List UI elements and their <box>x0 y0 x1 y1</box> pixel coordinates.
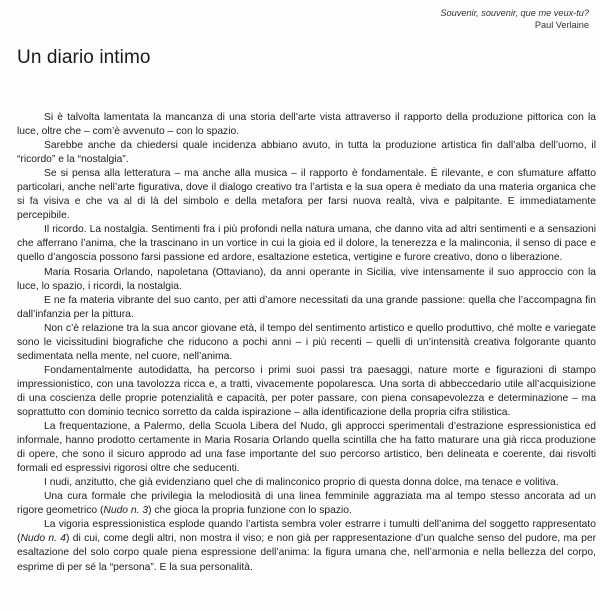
epigraph-author: Paul Verlaine <box>534 20 589 30</box>
paragraph <box>17 111 596 139</box>
paragraph-text: Fondamentalmente autodidatta, ha percorso i primi suoi passi tra paesaggi, nature morte e figurazioni di stampo impressionistico, con una tavolozza ricca e, a tratti, vivacemente popolaresca. Una sorta di abbeccedario utile all’acquisizione di una coscienza delle proprie potenzialità e capacità, per poter passare, con piena consapevolezza e determinazione – ma soprattutto con dominio tecnico sorretto da calda ispirazione – alla identificazione della propria cifra stilistica. <box>17 364 596 418</box>
paragraph-text: Una cura formale che privilegia la melodiosità di una linea femminile aggraziata ma al tempo stesso ancorata ad un rigore geometrico ( <box>17 491 596 517</box>
paragraph <box>17 322 596 364</box>
paragraph-text: Se si pensa alla letteratura – ma anche alla musica – il rapporto è fondamentale. È rilevante, e con sfumature affatto particolari, anche nell’arte figurativa, dove il dialogo creativo tra l’artista e la sua opera è mediato da una materia organica che si fa visiva e che va al di là del simbolo e della metafora per farsi nuova realtà, viva e palpitante. E immediatamente percepibile. <box>17 168 596 222</box>
paragraph <box>17 476 596 490</box>
paragraph <box>17 420 596 476</box>
paragraph-text: La frequentazione, a Palermo, della Scuola Libera del Nudo, gli approcci sperimentali d’estrazione espressionistica ed informale, hanno prodotto certamente in Maria Rosaria Orlando quella scintilla che ha fatto maturare una già ricca produzione di opere, che sono il sicuro approdo ad una fase importante del suo percorso artistico, ben delineata e coerente, dai risvolti formali ed espressivi rigorosi oltre che seducenti. <box>17 421 596 475</box>
paragraph-text: E ne fa materia vibrante del suo canto, per atti d’amore necessitati da una grande passione: quella che l’accompagna fin dall’infanzia per la pittura. <box>17 294 596 320</box>
paragraph-text: ) che gioca la propria funzione con lo spazio. <box>148 505 352 517</box>
page-title: Un diario intimo <box>17 47 151 68</box>
paragraph <box>17 364 596 420</box>
paragraph-text: Il ricordo. La nostalgia. Sentimenti fra i più profondi nella natura umana, che danno vita ad altri sentimenti e a sensazioni che afferrano l’anima, che la trascinano in un vortice in cui la gioia ed il dolore, la tenerezza e la malinconia, il senso di pace e quello d’angoscia possono farsi passione ed ardore, esaltazione estetica, vertigine e furore creativo, dono o liberazione. <box>17 224 596 264</box>
paragraph-text: Non c’è relazione tra la sua ancor giovane età, il tempo del sentimento artistico e quello produttivo, ché molte e variegate sono le vicissitudini biografiche che riducono a pochi anni – i più recenti – quelli di un’intensità creativa folgorante quanto sedimentata nella mente, nel cuore, nell’anima. <box>17 322 596 362</box>
paragraph-text: I nudi, anzitutto, che già evidenziano quel che di malinconico proprio di questa donna dolce, ma tenace e volitiva. <box>44 477 559 489</box>
paragraph-text: Sarebbe anche da chiedersi quale incidenza abbiano avuto, in tutta la produzione artistica fin dall’alba dell’uomo, il “ricordo” e la “nostalgia”. <box>17 140 596 166</box>
paragraph-text: Maria Rosaria Orlando, napoletana (Ottaviano), da anni operante in Sicilia, vive intensamente il suo approccio con la luce, lo spazio, i ricordi, la nostalgia. <box>17 266 596 292</box>
artwork-title: Nudo n. 3 <box>103 505 149 517</box>
epigraph <box>440 7 589 31</box>
article-body <box>17 111 596 575</box>
paragraph <box>17 266 596 294</box>
paragraph <box>17 294 596 322</box>
paragraph-text: Si è talvolta lamentata la mancanza di una storia dell’arte vista attraverso il rapporto della produzione pittorica con la luce, oltre che – com’è avvenuto – con lo spazio. <box>17 112 596 138</box>
epigraph-quote: Souvenir, souvenir, que me veux-tu? <box>440 8 589 18</box>
artwork-title: Nudo n. 4 <box>20 533 67 545</box>
paragraph-text: La vigoria espressionistica esplode quando l’artista sembra voler estrarre i tumulti dell’anima del soggetto rappresentato ( <box>17 519 596 545</box>
paragraph <box>17 223 596 265</box>
paragraph <box>17 490 596 518</box>
paragraph-text: ) di cui, come degli altri, non mostra il viso; e non già per rappresentazione d’un qualche senso del pudore, ma per esaltazione del solo corpo quale piena espressione dell’anima: la figura umana che, nell’armonia e nella bellezza del corpo, esprime di per sé la “persona”. E la sua personalità. <box>17 533 596 573</box>
paragraph <box>17 139 596 167</box>
paragraph <box>17 518 596 574</box>
paragraph <box>17 167 596 223</box>
